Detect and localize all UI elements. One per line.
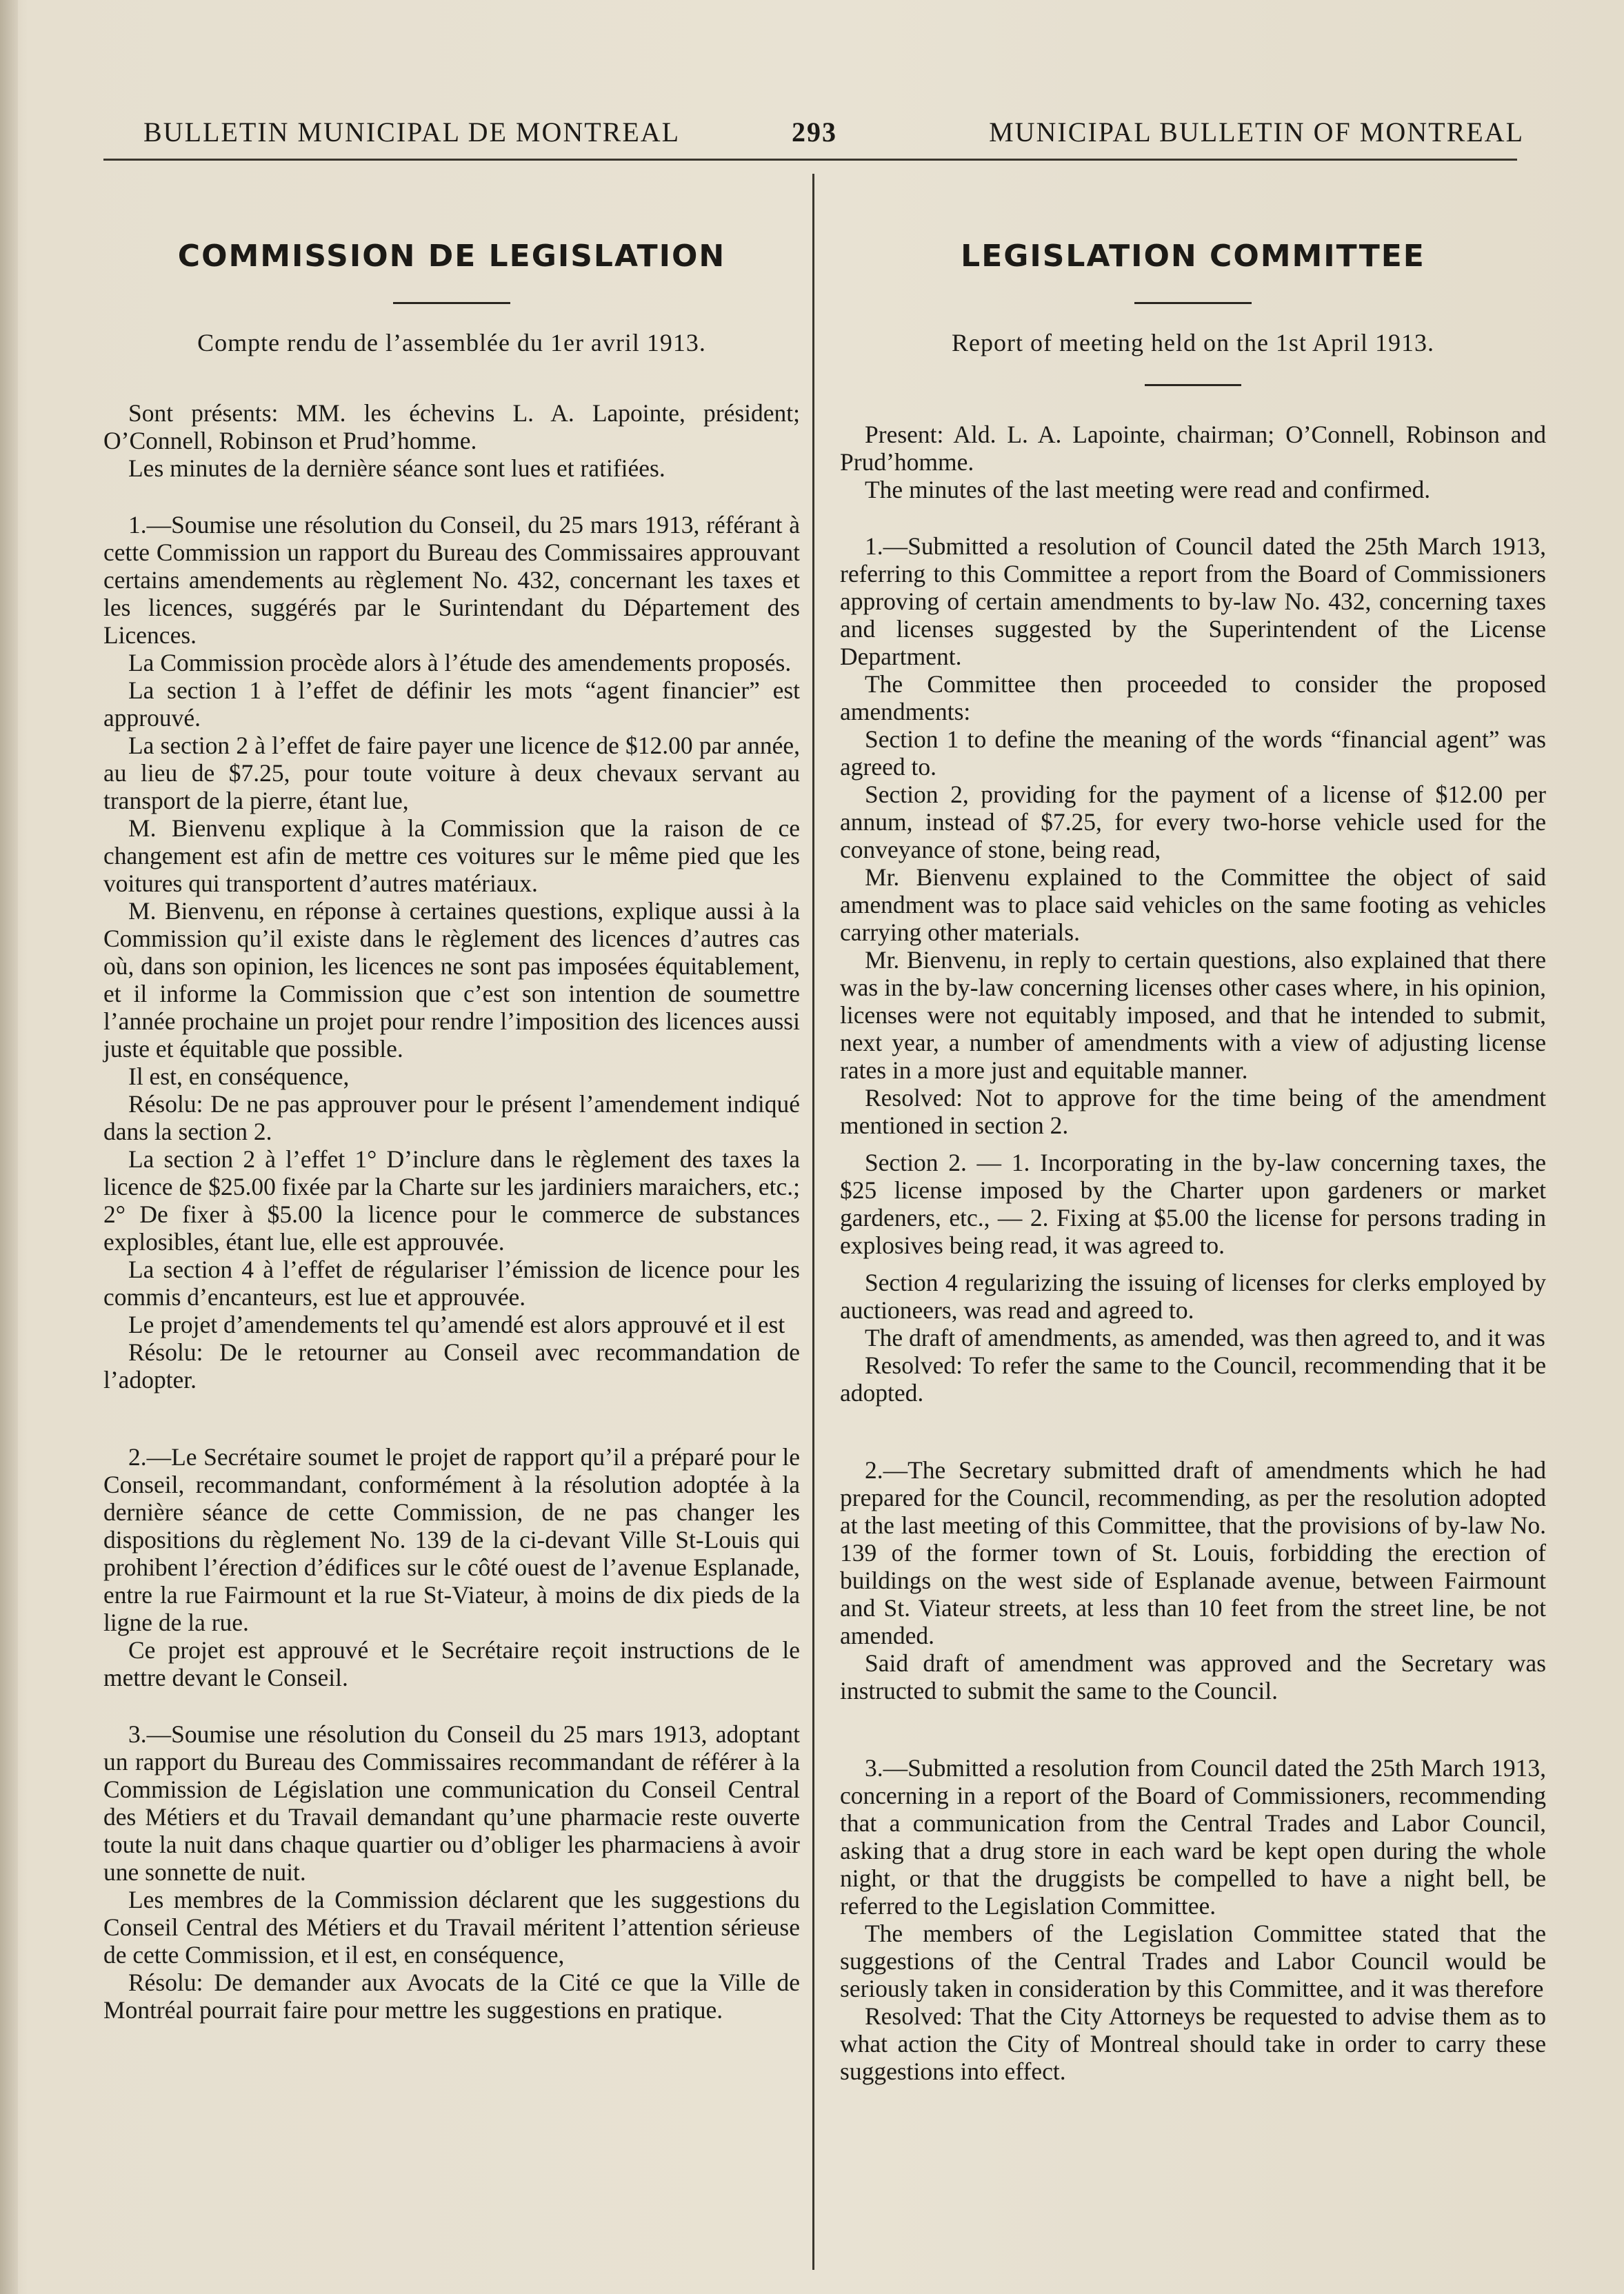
page-number: 293 <box>792 117 837 148</box>
paragraph: 1.—Submitted a resolution of Council dated the 25th March 1913, referring to this Committee a report from the Board of Commissioners approving of certain amendments to by-law No. 432, concerning taxes and licenses suggested by the Superintendent of the License Department. <box>840 532 1546 670</box>
title-rule <box>1134 302 1252 304</box>
paragraph: La section 2 à l’effet de faire payer une licence de $12.00 par année, au lieu de $7.25, pour toute voiture à deux chevaux servant au transport de la pierre, étant lue, <box>103 732 800 814</box>
header-left: BULLETIN MUNICIPAL DE MONTREAL <box>143 117 681 148</box>
paragraph: M. Bienvenu, en réponse à certaines questions, explique aussi à la Commission qu’il existe dans le règlement des licences d’autres cas où, dans son opinion, les licences ne sont pas imposées équitablement, et il informe la Commission que c’est son intention de soumettre l’année prochaine un projet pour rendre l’imposition des licences aussi juste et équitable que possible. <box>103 897 800 1063</box>
paragraph: Les minutes de la dernière séance sont lues et ratifiées. <box>128 454 665 482</box>
page-binding-edge <box>0 0 18 2294</box>
paragraph: 3.—Submitted a resolution from Council dated the 25th March 1913, concerning in a report of the Board of Commissioners, recommending that a communication from the Central Trades and Labor Council, asking that a drug store in each ward be kept open during the whole night, or that the druggists be compelled to have a night bell, be referred to the Legislation Committee. <box>840 1754 1546 1920</box>
french-title: COMMISSION DE LEGISLATION <box>177 239 726 274</box>
paragraph: The draft of amendments, as amended, was then agreed to, and it was <box>865 1324 1545 1351</box>
paragraph: 2.—The Secretary submitted draft of amendments which he had prepared for the Council, recommending, as per the resolution adopted at the last meeting of this Committee, that the provisions of by-law No. 139 of the former town of St. Louis, forbidding the erection of buildings on the west side of Esplanade avenue, between Fairmount and St. Viateur streets, at less than 10 feet from the street line, be not amended. <box>840 1456 1546 1649</box>
paragraph: Résolu: De demander aux Avocats de la Cité ce que la Ville de Montréal pourrait faire pour mettre les suggestions en pratique. <box>103 1969 800 2024</box>
paragraph: Ce projet est approuvé et le Secrétaire reçoit instructions de le mettre devant le Conseil. <box>103 1636 800 1691</box>
paragraph: Resolved: That the City Attorneys be requested to advise them as to what action the City of Montreal should take in order to carry these suggestions into effect. <box>840 2002 1546 2085</box>
english-title: LEGISLATION COMMITTEE <box>961 239 1425 274</box>
paragraph: Sont présents: MM. les échevins L. A. Lapointe, président; O’Connell, Robinson et Prud’homme. <box>103 399 800 454</box>
paragraph: The members of the Legislation Committee stated that the suggestions of the Central Trades and Labor Council would be seriously taken in consideration by this Committee, and it was therefore <box>840 1920 1546 2002</box>
subtitle-rule <box>1145 384 1241 386</box>
column-divider <box>812 174 814 2270</box>
paragraph: Le projet d’amendements tel qu’amendé est alors approuvé et il est <box>128 1311 785 1338</box>
english-column <box>840 234 1546 2085</box>
paragraph: Said draft of amendment was approved and the Secretary was instructed to submit the same to the Council. <box>840 1649 1546 1704</box>
paragraph: Resolved: Not to approve for the time being of the amendment mentioned in section 2. <box>840 1084 1546 1139</box>
paragraph: The Committee then proceeded to consider the proposed amendments: <box>840 670 1546 725</box>
paragraph: Les membres de la Commission déclarent que les suggestions du Conseil Central des Métiers et du Travail méritent l’attention sérieuse de cette Commission, et il est, en conséquence, <box>103 1886 800 1969</box>
paragraph: Section 2. — 1. Incorporating in the by-law concerning taxes, the $25 license imposed by the Charter upon gardeners or market gardeners, etc., — 2. Fixing at $5.00 the license for persons trading in explosives being read, it was agreed to. <box>840 1149 1546 1259</box>
paragraph: La Commission procède alors à l’étude des amendements proposés. <box>128 649 792 676</box>
paragraph: La section 1 à l’effet de définir les mots “agent financier” est approuvé. <box>103 676 800 732</box>
paragraph: Il est, en conséquence, <box>128 1063 350 1090</box>
paragraph: Résolu: De ne pas approuver pour le présent l’amendement indiqué dans la section 2. <box>103 1090 800 1145</box>
paragraph: M. Bienvenu explique à la Commission que la raison de ce changement est afin de mettre ces voitures sur le même pied que les voitures qui transportent d’autres matériaux. <box>103 814 800 897</box>
title-rule <box>393 302 510 304</box>
paragraph: Section 2, providing for the payment of a license of $12.00 per annum, instead of $7.25, for every two-horse vehicle used for the conveyance of stone, being read, <box>840 781 1546 863</box>
running-header <box>103 116 1524 157</box>
paragraph: Mr. Bienvenu explained to the Committee the object of said amendment was to place said vehicles on the same footing as vehicles carrying other materials. <box>840 863 1546 946</box>
paragraph: Résolu: De le retourner au Conseil avec recommandation de l’adopter. <box>103 1338 800 1393</box>
paragraph: La section 4 à l’effet de régulariser l’émission de licence pour les commis d’encanteurs, est lue et approuvée. <box>103 1256 800 1311</box>
header-right: MUNICIPAL BULLETIN OF MONTREAL <box>989 117 1524 148</box>
paragraph: Resolved: To refer the same to the Council, recommending that it be adopted. <box>840 1351 1546 1407</box>
paragraph: Section 4 regularizing the issuing of licenses for clerks employed by auctioneers, was read and agreed to. <box>840 1269 1546 1324</box>
paragraph: 1.—Soumise une résolution du Conseil, du 25 mars 1913, référant à cette Commission un rapport du Bureau des Commissaires approuvant certains amendements au règlement No. 432, concernant les taxes et les licences, suggérés par le Surintendant du Département des Licences. <box>103 511 800 649</box>
french-column <box>103 234 800 2024</box>
paragraph: 2.—Le Secrétaire soumet le projet de rapport qu’il a préparé pour le Conseil, recommandant, conformément à la résolution adoptée à la dernière séance de cette Commission, de ne pas changer les dispositions du règlement No. 139 de la ci-devant Ville St-Louis qui prohibent l’érection d’édifices sur le côté ouest de l’avenue Esplanade, entre la rue Fairmount et la rue St-Viateur, à moins de dix pieds de la ligne de la rue. <box>103 1443 800 1636</box>
paragraph: Present: Ald. L. A. Lapointe, chairman; O’Connell, Robinson and Prud’homme. <box>840 421 1546 476</box>
paragraph: 3.—Soumise une résolution du Conseil du 25 mars 1913, adoptant un rapport du Bureau des Commissaires recommandant de référer à la Commission de Législation une communication du Conseil Central des Métiers et du Travail demandant qu’une pharmacie reste ouverte toute la nuit dans chaque quartier ou d’obliger les pharmaciens à avoir une sonnette de nuit. <box>103 1720 800 1886</box>
paragraph: Mr. Bienvenu, in reply to certain questions, also explained that there was in the by-law concerning licenses other cases where, in his opinion, licenses were not equitably imposed, and that he intended to submit, next year, a number of amendments with a view of adjusting license rates in a more just and equitable manner. <box>840 946 1546 1084</box>
english-subtitle: Report of meeting held on the 1st April 1913. <box>952 329 1434 356</box>
french-subtitle: Compte rendu de l’assemblée du 1er avril 1913. <box>197 329 706 356</box>
paragraph: La section 2 à l’effet 1° D’inclure dans le règlement des taxes la licence de $25.00 fixée par la Charte sur les jardiniers maraichers, etc.; 2° De fixer à $5.00 la licence pour le commerce de substances explosibles, étant lue, elle est approuvée. <box>103 1145 800 1256</box>
paragraph: Section 1 to define the meaning of the words “financial agent” was agreed to. <box>840 725 1546 781</box>
header-rule <box>103 159 1517 161</box>
paragraph: The minutes of the last meeting were read and confirmed. <box>865 476 1431 503</box>
